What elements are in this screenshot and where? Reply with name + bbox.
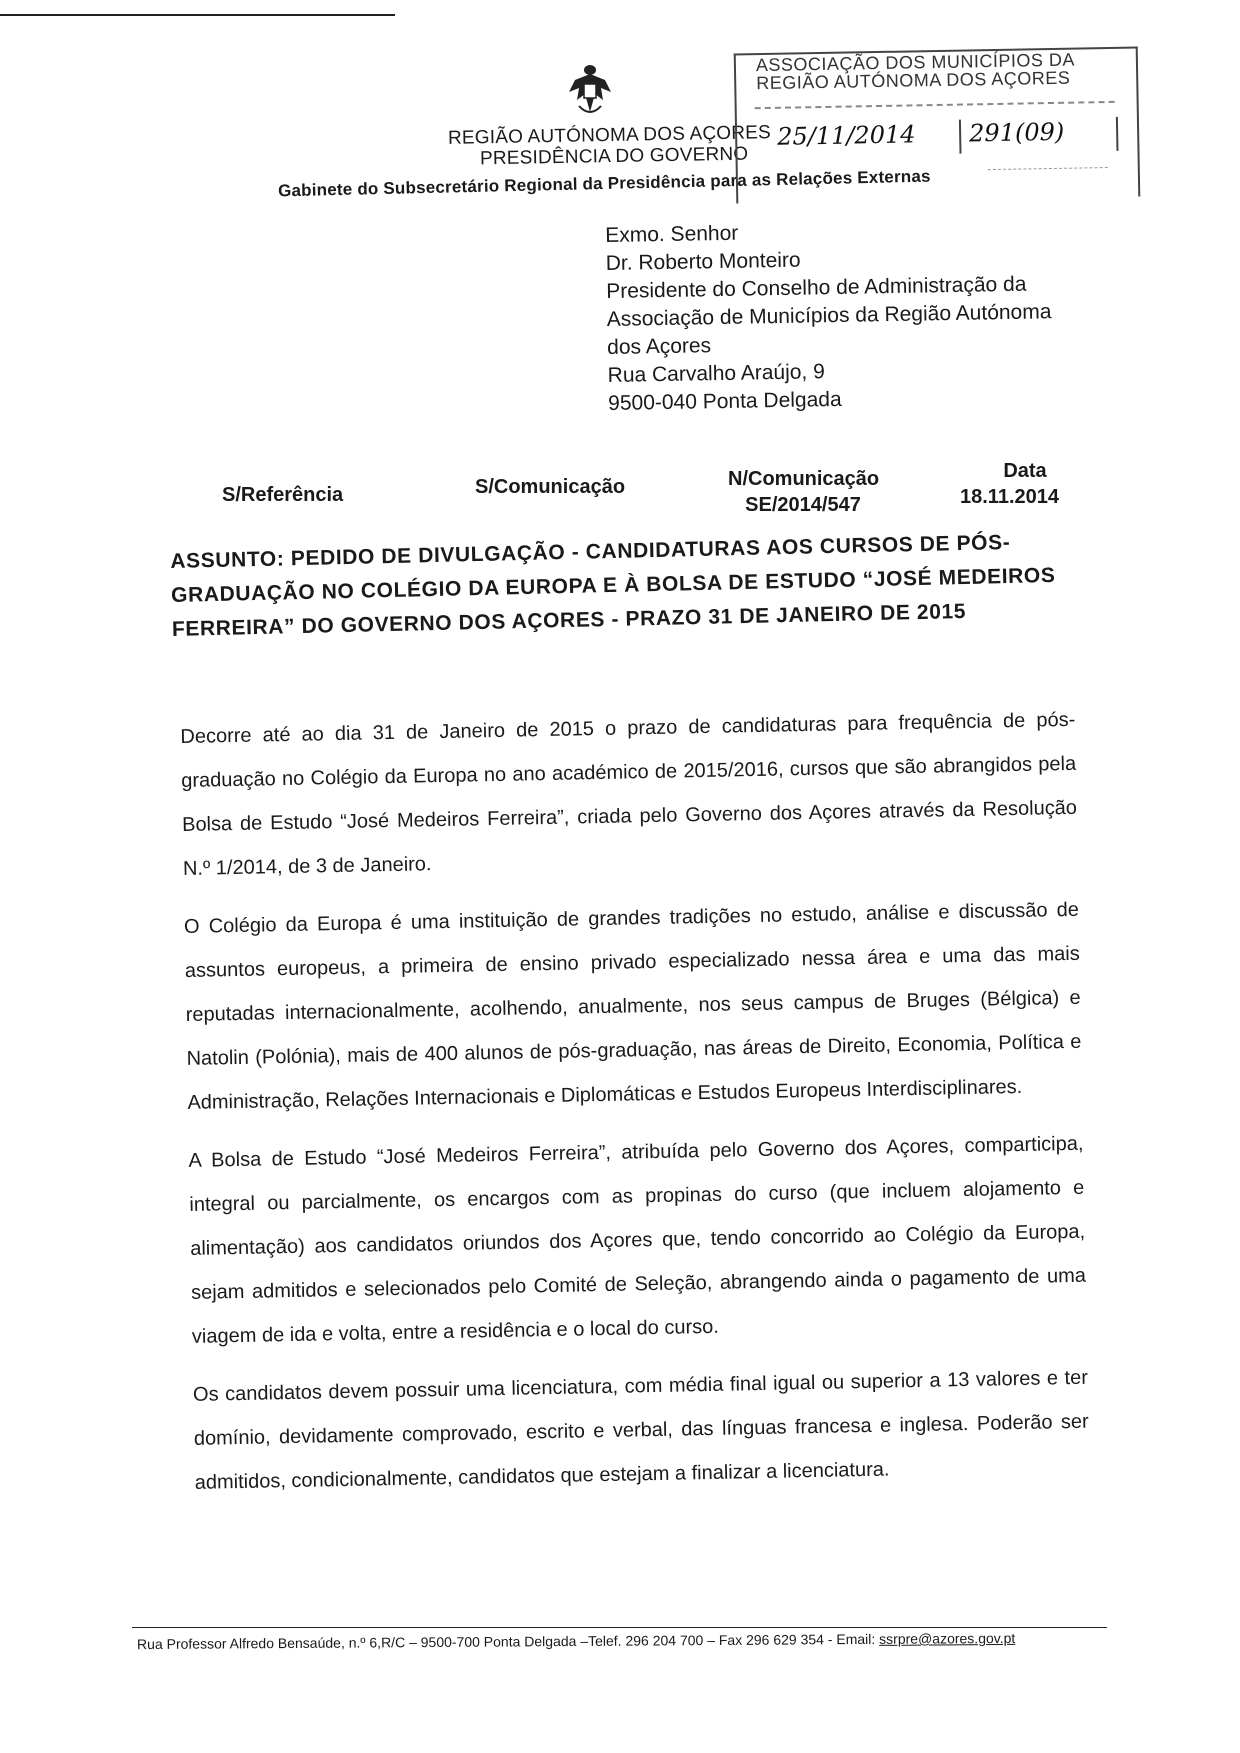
reception-stamp [734,46,1141,203]
recipient-line: Exmo. Senhor [605,221,739,247]
ref-n-comunicacao-value: SE/2014/547 [745,494,861,516]
footer-email-link[interactable]: ssrpre@azores.gov.pt [879,1629,1016,1647]
subject-block [170,525,1072,647]
recipient-line: Associação de Municípios da Região Autónoma [606,300,1052,331]
ref-s-comunicacao: S/Comunicação [475,476,626,498]
recipient-line: Presidente do Conselho de Administração da [606,272,1027,303]
header-presidency: PRESIDÊNCIA DO GOVERNO [479,143,749,170]
ref-data-value: 18.11.2014 [960,486,1059,508]
stamp-handwritten-number: 291(09) [968,117,1065,148]
recipient-line: dos Açores [606,334,712,359]
recipient-line: Rua Carvalho Araújo, 9 [607,360,825,387]
recipient-line: Dr. Roberto Monteiro [605,248,801,275]
body-paragraph: Decorre até ao dia 31 de Janeiro de 2015 o prazo de candidaturas para frequência de pós-graduação no Colégio da Europa no ano académico de 2015/2016, cursos que são abrangidos pela Bolsa de Estudo “José Medeiros Ferreira”, criada pelo Governo dos Açores através da Resolução N.º 1/2014, de 3 de Janeiro. [180,708,1078,880]
body-paragraph: A Bolsa de Estudo “José Medeiros Ferreira”, atribuída pelo Governo dos Açores, comparticipa, integral ou parcialmente, os encargos com as propinas do curso (que incluem alojamento e alimentação) aos candidatos oriundos dos Açores que, tendo concorrido ao Colégio da Europa, sejam admitidos e selecionados pelo Comité de Seleção, abrangendo ainda o pagamento de uma viagem de ida e volta, entre a residência e o local do curso. [188,1132,1087,1348]
ref-n-comunicacao-label: N/Comunicação [728,468,880,490]
stamp-divider-2 [988,167,1108,170]
subject-line: ASSUNTO: PEDIDO DE DIVULGAÇÃO - CANDIDATURAS AOS CURSOS DE PÓS- [170,530,1011,573]
footer-address: Rua Professor Alfredo Bensaúde, n.º 6,R/C – 9500-700 Ponta Delgada –Telef. 296 204 700 – Fax 296 629 354 - Email: [136,1630,880,1653]
stamp-line-1: ASSOCIAÇÃO DOS MUNICÍPIOS DA [755,49,1076,76]
stamp-divider [755,101,1115,109]
header-region: REGIÃO AUTÓNOMA DOS AÇORES [447,122,772,149]
coat-of-arms-icon [565,62,615,118]
stamp-line-2: REGIÃO AUTÓNOMA DOS AÇORES [756,67,1071,94]
recipient-block [605,213,1128,418]
subject-line: FERREIRA” DO GOVERNO DOS AÇORES - PRAZO 31 DE JANEIRO DE 2015 [171,599,967,641]
subject-line: GRADUAÇÃO NO COLÉGIO DA EUROPA E À BOLSA DE ESTUDO “JOSÉ MEDEIROS [170,563,1056,607]
body-paragraph: O Colégio da Europa é uma instituição de grandes tradições no estudo, análise e discussão de assuntos europeus, a primeira de ensino privado especializado nessa área e uma das mais reputadas internacionalmente, acolhendo, anualmente, nos seus campus de Bruges (Bélgica) e Natolin (Polónia), mais de 400 alunos de pós-graduação, nas áreas de Direito, Economia, Política e Administração, Relações Internacionais e Diplomáticas e Estudos Europeus Interdisciplinares. [183,898,1082,1114]
footer-rule [132,1627,1107,1628]
body-paragraph: Os candidatos devem possuir uma licenciatura, com média final igual ou superior a 13 valores e ter domínio, devidamente comprovado, escrito e verbal, das línguas francesa e inglesa. Poderão ser admitidos, condicionalmente, candidatos que estejam a finalizar a licenciatura. [192,1366,1089,1494]
header-office: Gabinete do Subsecretário Regional da Presidência para as Relações Externas [277,166,931,201]
footer [137,1630,1015,1652]
recipient-line: 9500-040 Ponta Delgada [607,387,842,415]
letter-body [180,698,1090,1519]
stamp-handwritten-date: 25/11/2014 [776,120,916,151]
ref-s-referencia: S/Referência [222,484,344,506]
ref-data-label: Data [1003,460,1047,482]
top-rule [0,14,395,16]
